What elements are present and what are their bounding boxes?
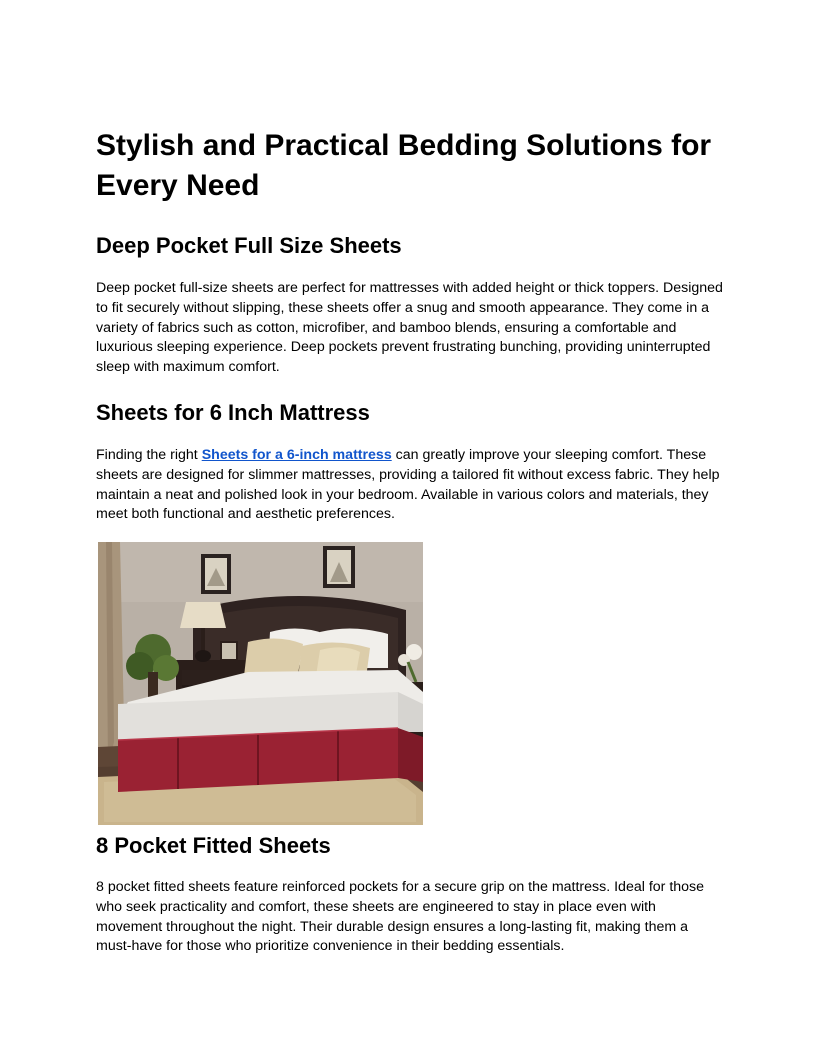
heading-eight-pocket-sheets: 8 Pocket Fitted Sheets xyxy=(96,833,331,858)
paragraph-six-inch-sheets xyxy=(96,446,726,525)
paragraph-text-before-link: Finding the right xyxy=(96,447,202,463)
heading-six-inch-sheets: Sheets for 6 Inch Mattress xyxy=(96,400,370,425)
paragraph-deep-pocket-sheets: Deep pocket full-size sheets are perfect for mattresses with added height or thick toppers. Designed to fit securely without slipping, these sheets offer a snug and smooth appearance. They come in a variety of fabrics such as cotton, microfiber, and bamboo blends, ensuring a comfortable and luxurious sleeping experience. Deep pockets prevent frustrating bunching, providing uninterrupted sleep with maximum comfort. xyxy=(96,280,723,376)
page-title: Stylish and Practical Bedding Solutions for Every Need xyxy=(96,129,712,202)
bedroom-bed-photo xyxy=(98,542,423,825)
heading-deep-pocket-sheets: Deep Pocket Full Size Sheets xyxy=(96,233,402,258)
paragraph-eight-pocket-sheets: 8 pocket fitted sheets feature reinforced pockets for a secure grip on the mattress. Ideal for those who seek practicality and comfort, these sheets are engineered to stay in place even with movement throughout the night. Their durable design ensures a long-lasting fit, making them a must-have for those who prioritize convenience in their bedding essentials. xyxy=(96,879,705,955)
paragraph-text-after-link: can greatly improve your sleeping comfort. These sheets are designed for slimmer mattresses, providing a tailored fit without excess fabric. They help maintain a neat and polished look in your bedroom. Available in various colors and materials, they meet both functional and aesthetic preferences. xyxy=(96,447,720,523)
six-inch-sheets-link[interactable]: Sheets for a 6-inch mattress xyxy=(201,447,392,463)
